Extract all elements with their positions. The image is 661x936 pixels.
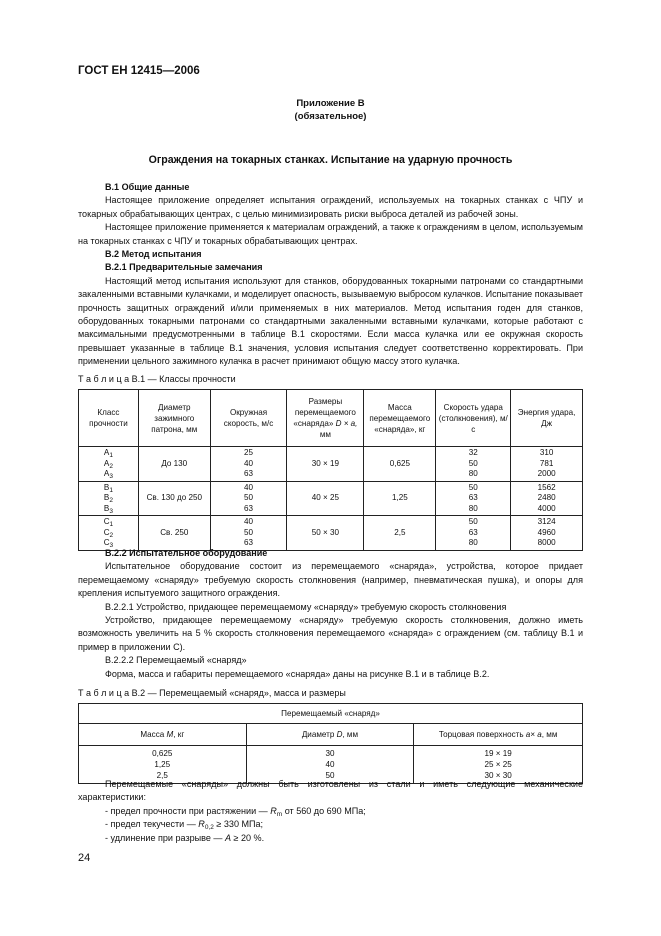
class-cell: $С_1$ $С_2$ $С_3$ <box>79 516 139 551</box>
size-cell: 30 × 19 <box>287 447 364 482</box>
page-number: 24 <box>78 852 91 864</box>
caption-prefix: Т а б л и ц а <box>78 688 130 698</box>
caption-text: В.2 — Перемещаемый «снаряд», масса и размеры <box>131 688 346 698</box>
speed-cell: 40 50 63 <box>210 516 287 551</box>
caption-prefix: Т а б л и ц а <box>78 374 130 384</box>
diameter-cell: Св. 250 <box>138 516 210 551</box>
mass-cell: 1,25 <box>364 481 436 516</box>
table-caption <box>78 688 346 698</box>
header-cell <box>287 390 364 447</box>
header-text: Размеры перемещаемого «снаряда» <box>293 397 356 428</box>
energy-cell: 310 781 2000 <box>511 447 583 482</box>
diameter-cell: 30 40 50 <box>246 746 414 784</box>
speed-cell: 25 40 63 <box>210 447 287 482</box>
annex-title: Приложение В <box>296 98 365 109</box>
header-formula: D × a, <box>335 419 358 428</box>
class-cell: $В_1$ $В_2$ $В_3$ <box>79 481 139 516</box>
section-heading: В.1 Общие данные <box>105 182 190 192</box>
subsection-heading: В.2.1 Предварительные замечания <box>105 262 263 273</box>
paragraph: Настоящее приложение применяется к материалам ограждений, а также к ограждениям в целом, используемым на токарных станках с ЧПУ и токарных обрабатывающих центрах. <box>78 222 583 246</box>
header-unit: мм <box>319 430 331 439</box>
table-body <box>79 447 583 551</box>
header-cell: Диаметр зажимного патрона, мм <box>138 390 210 447</box>
table-header-row <box>79 724 583 746</box>
table-caption <box>78 374 236 384</box>
annex-label <box>78 97 583 123</box>
subsection-heading: В.2.2.1 Устройство, придающее перемещаемому «снаряду» требуемую скорость столкновения <box>105 601 507 612</box>
table-row <box>79 481 583 516</box>
mass-cell: 0,625 1,25 2,5 <box>79 746 247 784</box>
impact-cell: 50 63 80 <box>436 481 511 516</box>
size-cell: 40 × 25 <box>287 481 364 516</box>
list-item: - предел прочности при растяжении — $R_m$ от 560 до 690 МПа; <box>105 805 366 818</box>
mass-cell: 2,5 <box>364 516 436 551</box>
header-cell: Диаметр D, мм <box>246 724 414 746</box>
header-cell: Масса M, кг <box>79 724 247 746</box>
header-cell: Класс прочности <box>79 390 139 447</box>
paragraph: Перемещаемые «снаряды» должны быть изготовлены из стали и иметь следующие механические характеристики: <box>78 779 583 803</box>
table-top-header: Перемещаемый «снаряд» <box>79 704 583 724</box>
paragraph: Форма, масса и габариты перемещаемого «снаряда» даны на рисунке В.1 и в таблице В.2. <box>105 668 490 679</box>
impact-cell: 50 63 80 <box>436 516 511 551</box>
energy-cell: 1562 2480 4000 <box>511 481 583 516</box>
paragraph: Настоящее приложение определяет испытания ограждений, используемых на токарных станках с ЧПУ и токарных обрабатывающих центрах, с целью минимизировать риски выброса деталей из рабочей зоны. <box>78 195 583 219</box>
list-item: - удлинение при разрыве — A ≥ 20 %. <box>105 832 265 843</box>
header-cell: Торцовая поверхность a× a, мм <box>414 724 583 746</box>
paragraph: Испытательное оборудование состоит из перемещаемого «снаряда», устройства, которое придает перемещаемому «снаряду» требуемую скорость столкновения (например, пневматическая пушка), и опоры для крепления испытуемого защитного ограждения. <box>78 561 583 599</box>
subsection-heading: В.2.2.2 Перемещаемый «снаряд» <box>105 655 247 666</box>
section-b22 <box>78 547 583 681</box>
header-cell: Масса перемещаемого «снаряда», кг <box>364 390 436 447</box>
section-b1 <box>78 181 583 369</box>
face-cell: 19 × 19 25 × 25 30 × 30 <box>414 746 583 784</box>
header-cell: Скорость удара (столкновения), м/с <box>436 390 511 447</box>
closing-section <box>78 778 583 845</box>
paragraph: Настоящий метод испытания используют для станков, оборудованных токарными патронами со стандартными закаленными вставными кулачками, и моделирует опасность, вызываемую выбросом кулачков. Испытание показывает прочность защитных ограждений и/или применяемых в них материалов. Метод испытания годен для станков, оборудованных токарными патронами со стандартными закаленными вставными кулачками, которые работают с максимальными предусмотренными в таблице В.1 скоростями. Если масса кулачка или ее окружная скорость превышает указанные в таблице В.1 значения, условия испытания следует соответственно корректировать. При применении цельного зажимного кулачка в расчет принимают общую массу этого кулачка. <box>78 275 583 367</box>
standard-header: ГОСТ ЕН 12415—2006 <box>78 65 200 77</box>
caption-text: В.1 — Классы прочности <box>131 374 236 384</box>
table-row <box>79 516 583 551</box>
impact-cell: 32 50 80 <box>436 447 511 482</box>
strength-classes-table <box>78 389 583 551</box>
diameter-cell: До 130 <box>138 447 210 482</box>
section-heading: В.2 Метод испытания <box>105 249 202 260</box>
diameter-cell: Св. 130 до 250 <box>138 481 210 516</box>
annex-heading: Ограждения на токарных станках. Испытание на ударную прочность <box>148 154 513 166</box>
class-cell: $А_1$ $А_2$ $А_3$ <box>79 447 139 482</box>
table-row <box>79 447 583 482</box>
list-item: - предел текучести — $R_{0,2} \ge 330$ МПа; <box>105 819 264 832</box>
header-cell: Окружная скорость, м/с <box>210 390 287 447</box>
paragraph: Устройство, придающее перемещаемому «снаряду» требуемую скорость столкновения, должно иметь возможность увеличить на 5 % скорость столкновения перемещаемого «снаряда» с ограждением (см. таблицу В.1 и пример в приложении С). <box>78 615 583 652</box>
header-cell: Энергия удара, Дж <box>511 390 583 447</box>
table-header-row <box>79 390 583 447</box>
energy-cell: 3124 4960 8000 <box>511 516 583 551</box>
annex-status: (обязательное) <box>294 111 367 122</box>
size-cell: 50 × 30 <box>287 516 364 551</box>
speed-cell: 40 50 63 <box>210 481 287 516</box>
projectile-table <box>78 703 583 784</box>
subsection-heading: В.2.2 Испытательное оборудование <box>105 548 268 558</box>
mass-cell: 0,625 <box>364 447 436 482</box>
